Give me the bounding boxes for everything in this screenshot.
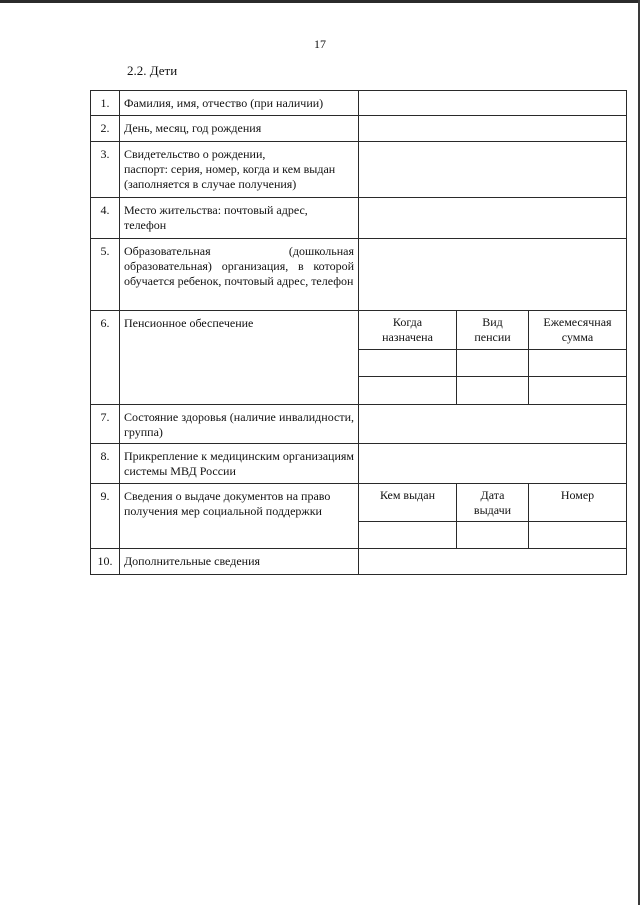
value-cell[interactable] [529, 350, 627, 377]
value-cell[interactable] [359, 239, 627, 311]
table-row [91, 198, 627, 239]
value-cell[interactable] [457, 350, 529, 377]
row-number: 4. [91, 198, 120, 239]
column-header-monthly-amount: Ежемесячная сумма [529, 311, 627, 350]
table-row [91, 549, 627, 575]
row-number: 8. [91, 444, 120, 484]
table-row [91, 405, 627, 444]
row-label: Фамилия, имя, отчество (при наличии) [120, 91, 359, 116]
row-label: День, месяц, год рождения [120, 116, 359, 142]
row-number: 1. [91, 91, 120, 116]
value-cell[interactable] [359, 91, 627, 116]
value-cell[interactable] [359, 350, 457, 377]
table-row [91, 239, 627, 311]
row-label: Состояние здоровья (наличие инвалидности, группа) [120, 405, 359, 444]
value-cell[interactable] [359, 549, 627, 575]
value-cell[interactable] [529, 377, 627, 405]
section-title: 2.2. Дети [127, 63, 178, 78]
row-number: 6. [91, 311, 120, 405]
table-row [91, 484, 627, 522]
column-header-pension-type: Вид пенсии [457, 311, 529, 350]
row-label: Место жительства: почтовый адрес, телефон [120, 198, 359, 239]
value-cell[interactable] [359, 377, 457, 405]
column-header-when-assigned: Когда назначена [359, 311, 457, 350]
row-label: Сведения о выдаче документов на право получения мер социальной поддержки [120, 484, 359, 549]
value-cell[interactable] [359, 522, 457, 549]
value-cell[interactable] [529, 522, 627, 549]
table-row [91, 311, 627, 350]
row-number: 3. [91, 142, 120, 198]
value-cell[interactable] [457, 522, 529, 549]
table-row [91, 116, 627, 142]
column-header-issued-by: Кем выдан [359, 484, 457, 522]
value-cell[interactable] [359, 198, 627, 239]
value-cell[interactable] [359, 405, 627, 444]
row-number: 9. [91, 484, 120, 549]
row-number: 7. [91, 405, 120, 444]
table-row [91, 444, 627, 484]
row-number: 5. [91, 239, 120, 311]
value-cell[interactable] [359, 142, 627, 198]
value-cell[interactable] [359, 116, 627, 142]
row-label: Пенсионное обеспечение [120, 311, 359, 405]
row-number: 2. [91, 116, 120, 142]
page-number: 17 [314, 37, 326, 51]
value-cell[interactable] [457, 377, 529, 405]
column-header-issue-date: Дата выдачи [457, 484, 529, 522]
row-number: 10. [91, 549, 120, 575]
children-info-table [90, 90, 627, 575]
column-header-number: Номер [529, 484, 627, 522]
row-label: Образовательная (дошкольная образовательная) организация, в которой обучается ребенок, почтовый адрес, телефон [120, 239, 359, 311]
row-label: Свидетельство о рождении, паспорт: серия, номер, когда и кем выдан (заполняется в случае получения) [120, 142, 359, 198]
value-cell[interactable] [359, 444, 627, 484]
row-label: Прикрепление к медицинским организациям системы МВД России [120, 444, 359, 484]
table-row [91, 91, 627, 116]
row-label: Дополнительные сведения [120, 549, 359, 575]
table-row [91, 142, 627, 198]
top-border-line [0, 0, 640, 3]
